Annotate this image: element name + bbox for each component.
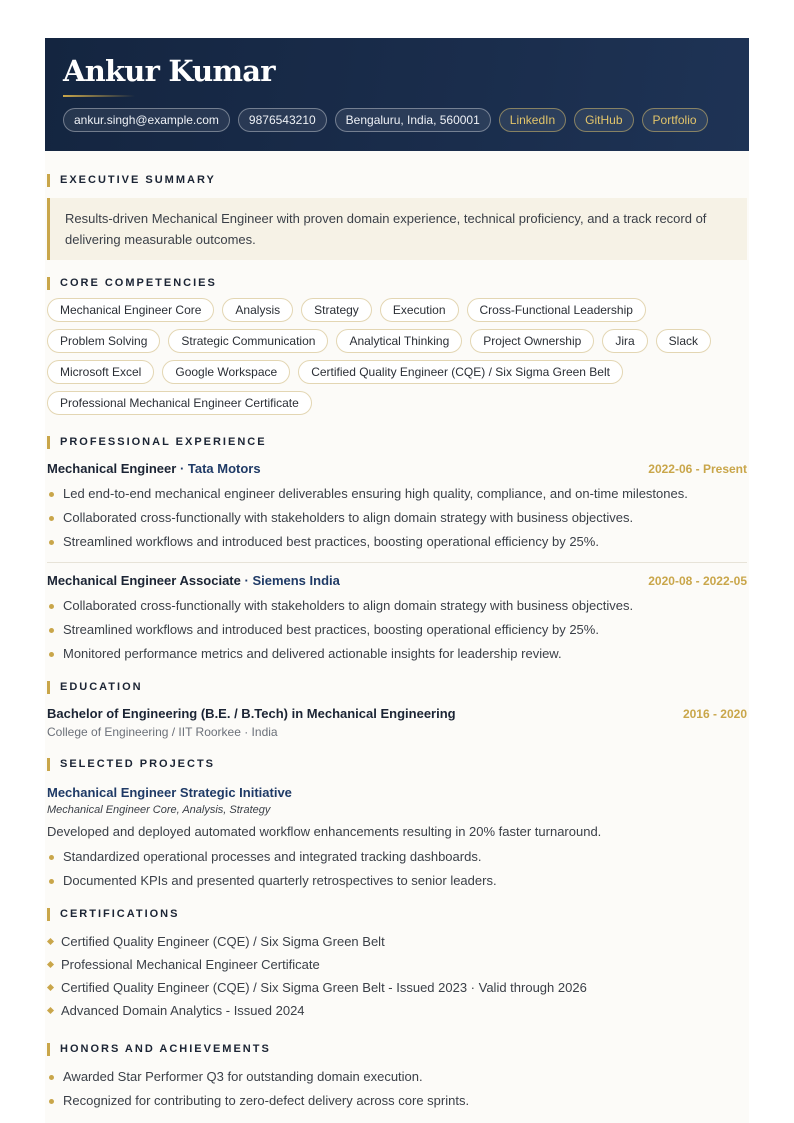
competency-tag: Problem Solving bbox=[47, 329, 160, 353]
job-bullet: Streamlined workflows and introduced best practices, boosting operational efficiency by 25%. bbox=[47, 530, 747, 554]
competency-tag: Analytical Thinking bbox=[336, 329, 462, 353]
section-title-text: CERTIFICATIONS bbox=[60, 908, 180, 920]
section-projects-title bbox=[47, 757, 747, 771]
job-entry bbox=[47, 461, 747, 554]
job-header bbox=[47, 461, 747, 476]
section-marker bbox=[47, 1043, 50, 1056]
competency-tag: Google Workspace bbox=[162, 360, 290, 384]
section-marker bbox=[47, 908, 50, 921]
competency-tag: Analysis bbox=[222, 298, 293, 322]
project-tech: Mechanical Engineer Core, Analysis, Strategy bbox=[47, 804, 271, 816]
competency-tag: Cross-Functional Leadership bbox=[467, 298, 646, 322]
competency-tag: Strategic Communication bbox=[168, 329, 328, 353]
location-chip: Bengaluru, India, 560001 bbox=[335, 108, 491, 132]
competency-tag: Project Ownership bbox=[470, 329, 594, 353]
certification-item: Professional Mechanical Engineer Certificate bbox=[47, 953, 747, 976]
section-marker bbox=[47, 277, 50, 290]
job-bullet: Streamlined workflows and introduced best practices, boosting operational efficiency by 25%. bbox=[47, 618, 747, 642]
certification-list bbox=[47, 930, 747, 1022]
job-bullet: Led end-to-end mechanical engineer deliverables ensuring high quality, compliance, and on-time milestones. bbox=[47, 482, 747, 506]
job-dates: 2020-08 - 2022-05 bbox=[648, 574, 747, 588]
section-marker bbox=[47, 436, 50, 449]
section-marker bbox=[47, 174, 50, 187]
linkedin-link[interactable]: LinkedIn bbox=[499, 108, 566, 132]
competency-tag: Execution bbox=[380, 298, 459, 322]
section-marker bbox=[47, 758, 50, 771]
section-title-text: EDUCATION bbox=[60, 681, 143, 693]
candidate-name: Ankur Kumar bbox=[63, 54, 275, 88]
section-title-text: EXECUTIVE SUMMARY bbox=[60, 174, 216, 186]
competency-tag: Slack bbox=[656, 329, 711, 353]
summary-text: Results-driven Mechanical Engineer with proven domain experience, technical proficiency, and a track record of delivering measurable outcomes. bbox=[47, 198, 747, 260]
job-bullet: Collaborated cross-functionally with stakeholders to align domain strategy with business objectives. bbox=[47, 506, 747, 530]
phone-chip[interactable]: 9876543210 bbox=[238, 108, 327, 132]
section-experience-title bbox=[47, 435, 747, 449]
job-company: · Tata Motors bbox=[179, 461, 261, 476]
section-title-text: HONORS AND ACHIEVEMENTS bbox=[60, 1043, 271, 1055]
section-certifications-title bbox=[47, 907, 747, 921]
certification-item: Certified Quality Engineer (CQE) / Six Sigma Green Belt - Issued 2023 · Valid through 2026 bbox=[47, 976, 747, 999]
education-entry bbox=[47, 706, 747, 739]
competency-tag: Professional Mechanical Engineer Certificate bbox=[47, 391, 312, 415]
job-bullets bbox=[47, 482, 747, 554]
job-dates: 2022-06 - Present bbox=[648, 462, 747, 476]
project-title: Mechanical Engineer Strategic Initiative bbox=[47, 785, 292, 800]
education-header bbox=[47, 706, 747, 721]
honor-item: Recognized for contributing to zero-defect delivery across core sprints. bbox=[47, 1089, 747, 1113]
section-education-title bbox=[47, 680, 747, 694]
job-title: Mechanical Engineer bbox=[47, 461, 177, 476]
github-link[interactable]: GitHub bbox=[574, 108, 633, 132]
job-title: Mechanical Engineer Associate bbox=[47, 573, 241, 588]
education-dates: 2016 - 2020 bbox=[682, 707, 747, 721]
section-competencies-title bbox=[47, 276, 747, 290]
certification-item: Advanced Domain Analytics - Issued 2024 bbox=[47, 999, 747, 1022]
certification-item: Certified Quality Engineer (CQE) / Six Sigma Green Belt bbox=[47, 930, 747, 953]
degree-title: Bachelor of Engineering (B.E. / B.Tech) in Mechanical Engineering bbox=[47, 706, 456, 721]
competency-tag: Microsoft Excel bbox=[47, 360, 154, 384]
section-honors-title bbox=[47, 1042, 747, 1056]
competency-tag: Certified Quality Engineer (CQE) / Six Sigma Green Belt bbox=[298, 360, 623, 384]
contact-bar bbox=[63, 108, 749, 132]
job-divider bbox=[47, 562, 747, 563]
section-title-text: CORE COMPETENCIES bbox=[60, 277, 217, 289]
job-bullet: Collaborated cross-functionally with stakeholders to align domain strategy with business objectives. bbox=[47, 594, 747, 618]
job-bullet: Monitored performance metrics and delivered actionable insights for leadership review. bbox=[47, 642, 747, 666]
resume-header bbox=[45, 38, 749, 151]
portfolio-link[interactable]: Portfolio bbox=[642, 108, 708, 132]
honors-list bbox=[47, 1065, 747, 1113]
school-name: College of Engineering / IIT Roorkee · India bbox=[47, 725, 278, 739]
competency-tag: Strategy bbox=[301, 298, 372, 322]
job-entry bbox=[47, 573, 747, 666]
name-underline bbox=[63, 95, 135, 97]
resume-body bbox=[45, 173, 749, 1113]
section-summary-title bbox=[47, 173, 747, 187]
section-title-text: SELECTED PROJECTS bbox=[60, 758, 216, 770]
competency-tag: Jira bbox=[602, 329, 647, 353]
competency-tags bbox=[47, 298, 747, 415]
job-company: · Siemens India bbox=[244, 573, 340, 588]
competency-tag: Mechanical Engineer Core bbox=[47, 298, 214, 322]
project-bullet: Documented KPIs and presented quarterly retrospectives to senior leaders. bbox=[47, 869, 747, 893]
project-bullet: Standardized operational processes and integrated tracking dashboards. bbox=[47, 845, 747, 869]
job-header bbox=[47, 573, 747, 588]
resume-page bbox=[45, 38, 749, 1123]
job-bullets bbox=[47, 594, 747, 666]
email-chip[interactable]: ankur.singh@example.com bbox=[63, 108, 230, 132]
project-bullets bbox=[47, 845, 747, 893]
project-entry bbox=[47, 785, 747, 893]
section-marker bbox=[47, 681, 50, 694]
project-description: Developed and deployed automated workflow enhancements resulting in 20% faster turnaround. bbox=[47, 824, 602, 839]
honor-item: Awarded Star Performer Q3 for outstanding domain execution. bbox=[47, 1065, 747, 1089]
section-title-text: PROFESSIONAL EXPERIENCE bbox=[60, 436, 267, 448]
